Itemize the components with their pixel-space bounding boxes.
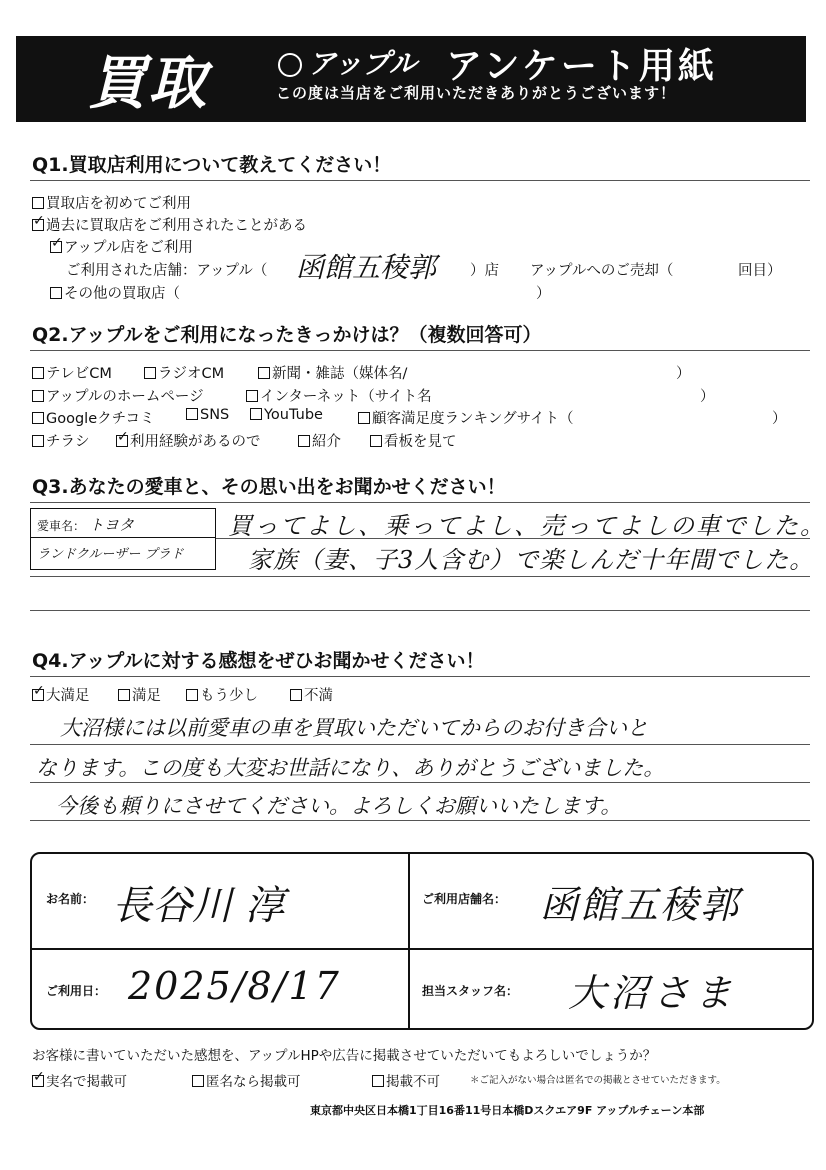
apple-logo: [278, 42, 417, 82]
q2-radiocm-label: ラジオCM: [158, 366, 225, 382]
q2-rule: [30, 350, 810, 351]
q1-title: Q1.買取店利用について教えてください！: [32, 154, 392, 176]
header-subtitle: この度は当店をご利用いただきありがとうございます！: [276, 84, 677, 102]
logo-text: アップル: [308, 47, 417, 80]
q1-store-suffix: ）店: [470, 263, 499, 279]
q1-option-apple[interactable]: [50, 236, 193, 257]
checkbox[interactable]: [192, 1075, 204, 1087]
publish-anonymous[interactable]: [192, 1070, 301, 1090]
checkbox[interactable]: [32, 197, 44, 209]
checkbox[interactable]: [298, 435, 310, 447]
header-banner: [16, 36, 806, 122]
q1-option-other[interactable]: [50, 282, 180, 303]
comment-line-1: 大沼様には以前愛車の車を買取いただいてからのお付き合いと: [60, 716, 648, 740]
comment-rule-2: [30, 782, 810, 783]
publish-none-label: 掲載不可: [386, 1074, 440, 1090]
q2-experience[interactable]: [116, 430, 261, 451]
checkbox[interactable]: [250, 408, 262, 420]
checkbox[interactable]: [186, 689, 198, 701]
staff-label: 担当スタッフ名：: [422, 984, 519, 998]
q4-satisfied[interactable]: [118, 684, 161, 705]
q1-option-other-label: その他の買取店（: [64, 286, 180, 302]
q2-news-close: ）: [676, 366, 691, 382]
q2-experience-label: 利用経験があるので: [130, 434, 261, 450]
q1-count-suffix: 回目）: [738, 263, 782, 279]
checkbox[interactable]: [186, 408, 198, 420]
car-box-divider: [31, 537, 215, 538]
date-label: ご利用日：: [46, 984, 107, 998]
q2-internet[interactable]: [246, 385, 432, 406]
q4-more-label: もう少し: [200, 688, 258, 704]
q2-ranking[interactable]: [358, 407, 574, 428]
checkbox[interactable]: [32, 367, 44, 379]
info-vertical-divider: [408, 854, 410, 1028]
q2-homepage-label: アップルのホームページ: [46, 389, 204, 405]
q1-other-close: ）: [536, 286, 551, 302]
publish-note: ＊ご記入がない場合は匿名での掲載とさせていただきます。: [470, 1075, 726, 1086]
checkbox[interactable]: [32, 390, 44, 402]
q4-very-satisfied[interactable]: [32, 684, 90, 705]
info-horizontal-divider: [32, 948, 812, 950]
q4-title: Q4.アップルに対する感想をぜひお聞かせください！: [32, 650, 485, 672]
q2-flyer-label: チラシ: [46, 434, 90, 450]
q1-store-value: 函館五稜郭: [296, 251, 437, 284]
checkbox-checked[interactable]: [50, 241, 62, 253]
q1-option-past[interactable]: [32, 214, 307, 235]
q4-satisfied-label: 満足: [132, 688, 161, 704]
checkbox[interactable]: [370, 435, 382, 447]
q2-referral[interactable]: [298, 430, 341, 451]
q2-title: Q2.アップルをご利用になったきっかけは？（複数回答可）: [32, 324, 542, 346]
q2-tvcm-label: テレビCM: [46, 366, 112, 382]
q2-tvcm[interactable]: [32, 362, 112, 383]
publish-realname-label: 実名で掲載可: [46, 1074, 127, 1090]
q2-google-label: Googleクチコミ: [46, 411, 155, 427]
car-maker: トヨタ: [88, 516, 134, 534]
publish-question: お客様に書いていただいた感想を、アップルHPや広告に掲載させていただいてもよろしいでしょうか？: [32, 1048, 657, 1064]
checkbox-checked[interactable]: [32, 1075, 44, 1087]
header-big-title: 買取: [88, 49, 209, 117]
q2-youtube[interactable]: [250, 407, 323, 423]
q4-rule: [30, 676, 810, 677]
memory-rule-1: [216, 538, 810, 539]
q2-homepage[interactable]: [32, 385, 204, 406]
q1-option-first[interactable]: [32, 192, 191, 213]
memory-rule-2: [30, 576, 810, 577]
checkbox[interactable]: [144, 367, 156, 379]
publish-none[interactable]: [372, 1070, 440, 1090]
q2-sns-label: SNS: [200, 407, 230, 423]
checkbox[interactable]: [246, 390, 258, 402]
comment-rule-3: [30, 820, 810, 821]
car-label: 愛車名：: [37, 519, 86, 533]
car-name-box: [30, 508, 216, 570]
comment-line-2: なります。この度も大変お世話になり、ありがとうございました。: [36, 756, 665, 780]
q1-rule: [30, 180, 810, 181]
comment-line-3: 今後も頼りにさせてください。よろしくお願いいたします。: [56, 794, 622, 818]
q4-more[interactable]: [186, 684, 258, 705]
q2-sns[interactable]: [186, 407, 229, 423]
q2-news[interactable]: [258, 362, 407, 383]
q2-internet-close: ）: [700, 389, 715, 405]
memory-line-2: 家族（妻、子3人含む）で楽しんだ十年間でした。: [248, 546, 815, 574]
q2-signboard-label: 看板を見て: [384, 434, 457, 450]
store-label: ご利用店舗名：: [422, 892, 507, 906]
checkbox[interactable]: [258, 367, 270, 379]
apple-logo-icon: [278, 53, 302, 77]
q3-rule: [30, 502, 810, 503]
checkbox[interactable]: [290, 689, 302, 701]
q1-option-apple-label: アップル店をご利用: [64, 240, 193, 256]
publish-anonymous-label: 匿名なら掲載可: [206, 1074, 301, 1090]
name-value: 長谷川 淳: [112, 883, 285, 929]
q2-internet-label: インターネット（サイト名: [260, 389, 432, 405]
memory-rule-3: [30, 610, 810, 611]
date-value: 2025/8/17: [128, 964, 341, 1008]
customer-info-box: [30, 852, 814, 1030]
checkbox-checked[interactable]: [32, 219, 44, 231]
q2-signboard[interactable]: [370, 430, 457, 451]
car-model: ランドクルーザー プラド: [37, 547, 184, 562]
checkbox[interactable]: [118, 689, 130, 701]
checkbox[interactable]: [358, 412, 370, 424]
q2-news-label: 新聞・雑誌（媒体名/: [272, 366, 408, 382]
q2-ranking-close: ）: [772, 411, 787, 427]
checkbox[interactable]: [50, 287, 62, 299]
q4-unsatisfied-label: 不満: [304, 688, 333, 704]
store-value: 函館五稜郭: [540, 883, 741, 927]
q2-google[interactable]: [32, 407, 155, 428]
q1-option-past-label: 過去に買取店をご利用されたことがある: [46, 218, 307, 234]
q3-title: Q3.あなたの愛車と、その思い出をお聞かせください！: [32, 476, 506, 498]
q1-option-first-label: 買取店を初めてご利用: [46, 196, 191, 212]
q2-ranking-label: 顧客満足度ランキングサイト（: [372, 411, 574, 427]
q4-very-satisfied-label: 大満足: [46, 688, 90, 704]
q2-radiocm[interactable]: [144, 362, 224, 383]
q2-referral-label: 紹介: [312, 434, 341, 450]
form-title: アンケート用紙: [446, 46, 717, 87]
q1-store-label: ご利用された店舗：アップル（: [66, 263, 268, 279]
q4-unsatisfied[interactable]: [290, 684, 333, 705]
checkbox-checked[interactable]: [116, 435, 128, 447]
q2-youtube-label: YouTube: [264, 407, 323, 423]
car-label-row: [37, 514, 134, 535]
q2-flyer[interactable]: [32, 430, 90, 451]
checkbox[interactable]: [32, 412, 44, 424]
checkbox[interactable]: [372, 1075, 384, 1087]
q1-count-label: アップルへのご売却（: [530, 263, 674, 279]
checkbox[interactable]: [32, 435, 44, 447]
memory-line-1: 買ってよし、乗ってよし、売ってよしの車でした。: [228, 512, 826, 540]
publish-realname[interactable]: [32, 1070, 127, 1090]
comment-rule-1: [30, 744, 810, 745]
name-label: お名前：: [46, 892, 95, 906]
checkbox-checked[interactable]: [32, 689, 44, 701]
staff-value: 大沼さま: [568, 971, 737, 1015]
footer-address: 東京都中央区日本橋1丁目16番11号日本橋Dスクエア9F アップルチェーン本部: [310, 1104, 705, 1117]
